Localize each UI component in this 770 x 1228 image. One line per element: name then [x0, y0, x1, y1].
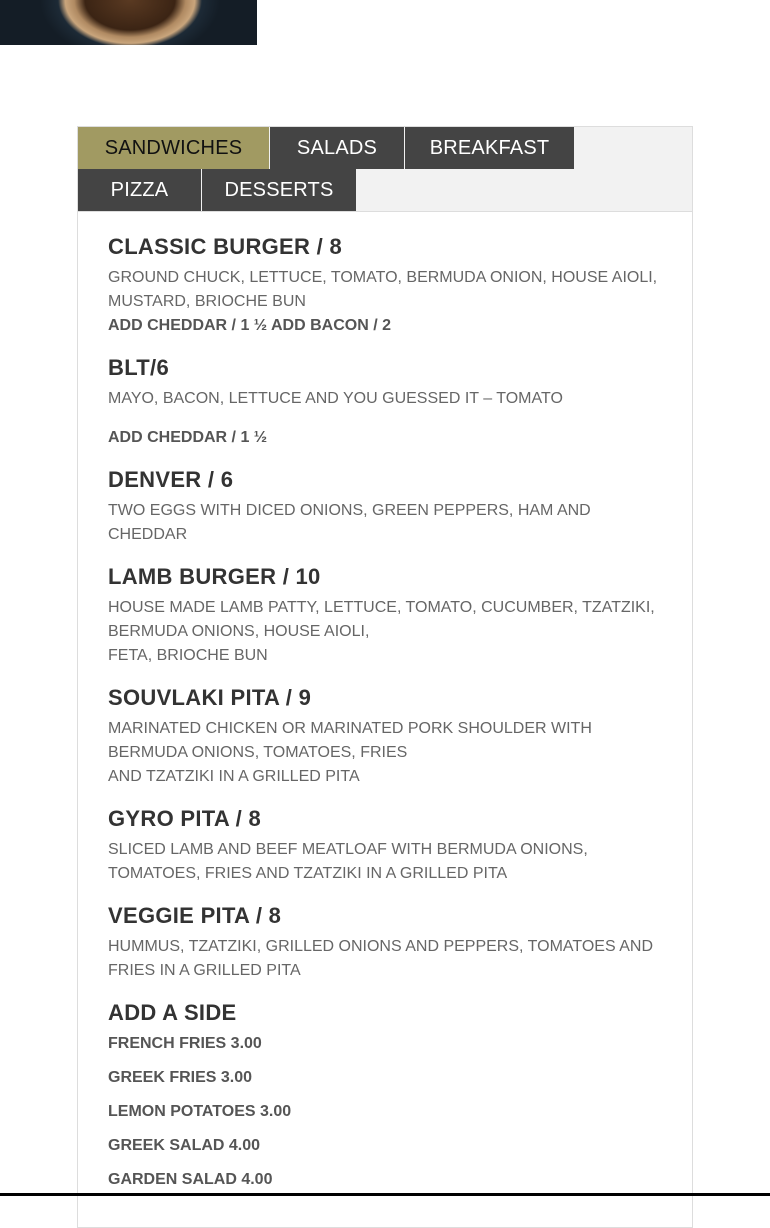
tab-breakfast[interactable]: BREAKFAST — [405, 127, 574, 169]
item-title: GYRO PITA / 8 — [108, 806, 262, 831]
tab-content-sandwiches — [78, 212, 692, 1192]
side-item: LEMON POTATOES 3.00 — [108, 1103, 292, 1120]
menu-item — [108, 465, 662, 547]
item-title: CLASSIC BURGER / 8 — [108, 234, 342, 259]
side-item: FRENCH FRIES 3.00 — [108, 1035, 262, 1052]
tab-bar — [78, 127, 692, 212]
side-item: GREEK SALAD 4.00 — [108, 1137, 261, 1154]
item-description: MAYO, BACON, LETTUCE AND YOU GUESSED IT – TOMATO — [108, 390, 563, 407]
item-addon: ADD CHEDDAR / 1 ½ ADD BACON / 2 — [108, 317, 391, 334]
menu-item — [108, 683, 662, 789]
item-description: HUMMUS, TZATZIKI, GRILLED ONIONS AND PEPPERS, TOMATOES AND FRIES IN A GRILLED PITA — [108, 938, 653, 979]
item-addon: ADD CHEDDAR / 1 ½ — [108, 429, 268, 446]
sides-title: ADD A SIDE — [108, 1000, 237, 1025]
item-description: TWO EGGS WITH DICED ONIONS, GREEN PEPPERS, HAM AND CHEDDAR — [108, 502, 591, 543]
item-description: SLICED LAMB AND BEEF MEATLOAF WITH BERMUDA ONIONS, TOMATOES, FRIES AND TZATZIKI IN A GRILLED PITA — [108, 841, 588, 882]
item-title: BLT/6 — [108, 355, 169, 380]
food-image — [0, 0, 257, 45]
item-title: DENVER / 6 — [108, 467, 234, 492]
menu-item — [108, 353, 662, 450]
item-description: HOUSE MADE LAMB PATTY, LETTUCE, TOMATO, CUCUMBER, TZATZIKI, BERMUDA ONIONS, HOUSE AIOLI, FETA, BRIOCHE BUN — [108, 599, 655, 664]
item-title: VEGGIE PITA / 8 — [108, 903, 282, 928]
side-item: GREEK FRIES 3.00 — [108, 1069, 253, 1086]
sides-section — [108, 998, 662, 1192]
menu-tabs — [77, 126, 693, 1228]
item-description: GROUND CHUCK, LETTUCE, TOMATO, BERMUDA ONION, HOUSE AIOLI, MUSTARD, BRIOCHE BUN ADD CHEDDAR / 1 ½ ADD BACON / 2 — [108, 269, 658, 334]
menu-item — [108, 562, 662, 668]
tab-salads[interactable]: SALADS — [270, 127, 404, 169]
tab-desserts[interactable]: DESSERTS — [202, 169, 356, 211]
menu-item — [108, 901, 662, 983]
item-title: LAMB BURGER / 10 — [108, 564, 321, 589]
item-title: SOUVLAKI PITA / 9 — [108, 685, 312, 710]
item-description: MARINATED CHICKEN OR MARINATED PORK SHOULDER WITH BERMUDA ONIONS, TOMATOES, FRIES AND TZATZIKI IN A GRILLED PITA — [108, 720, 592, 785]
side-item: GARDEN SALAD 4.00 — [108, 1171, 273, 1188]
menu-item — [108, 232, 662, 338]
menu-item — [108, 804, 662, 886]
tab-sandwiches[interactable]: SANDWICHES — [78, 127, 269, 169]
tab-pizza[interactable]: PIZZA — [78, 169, 201, 211]
